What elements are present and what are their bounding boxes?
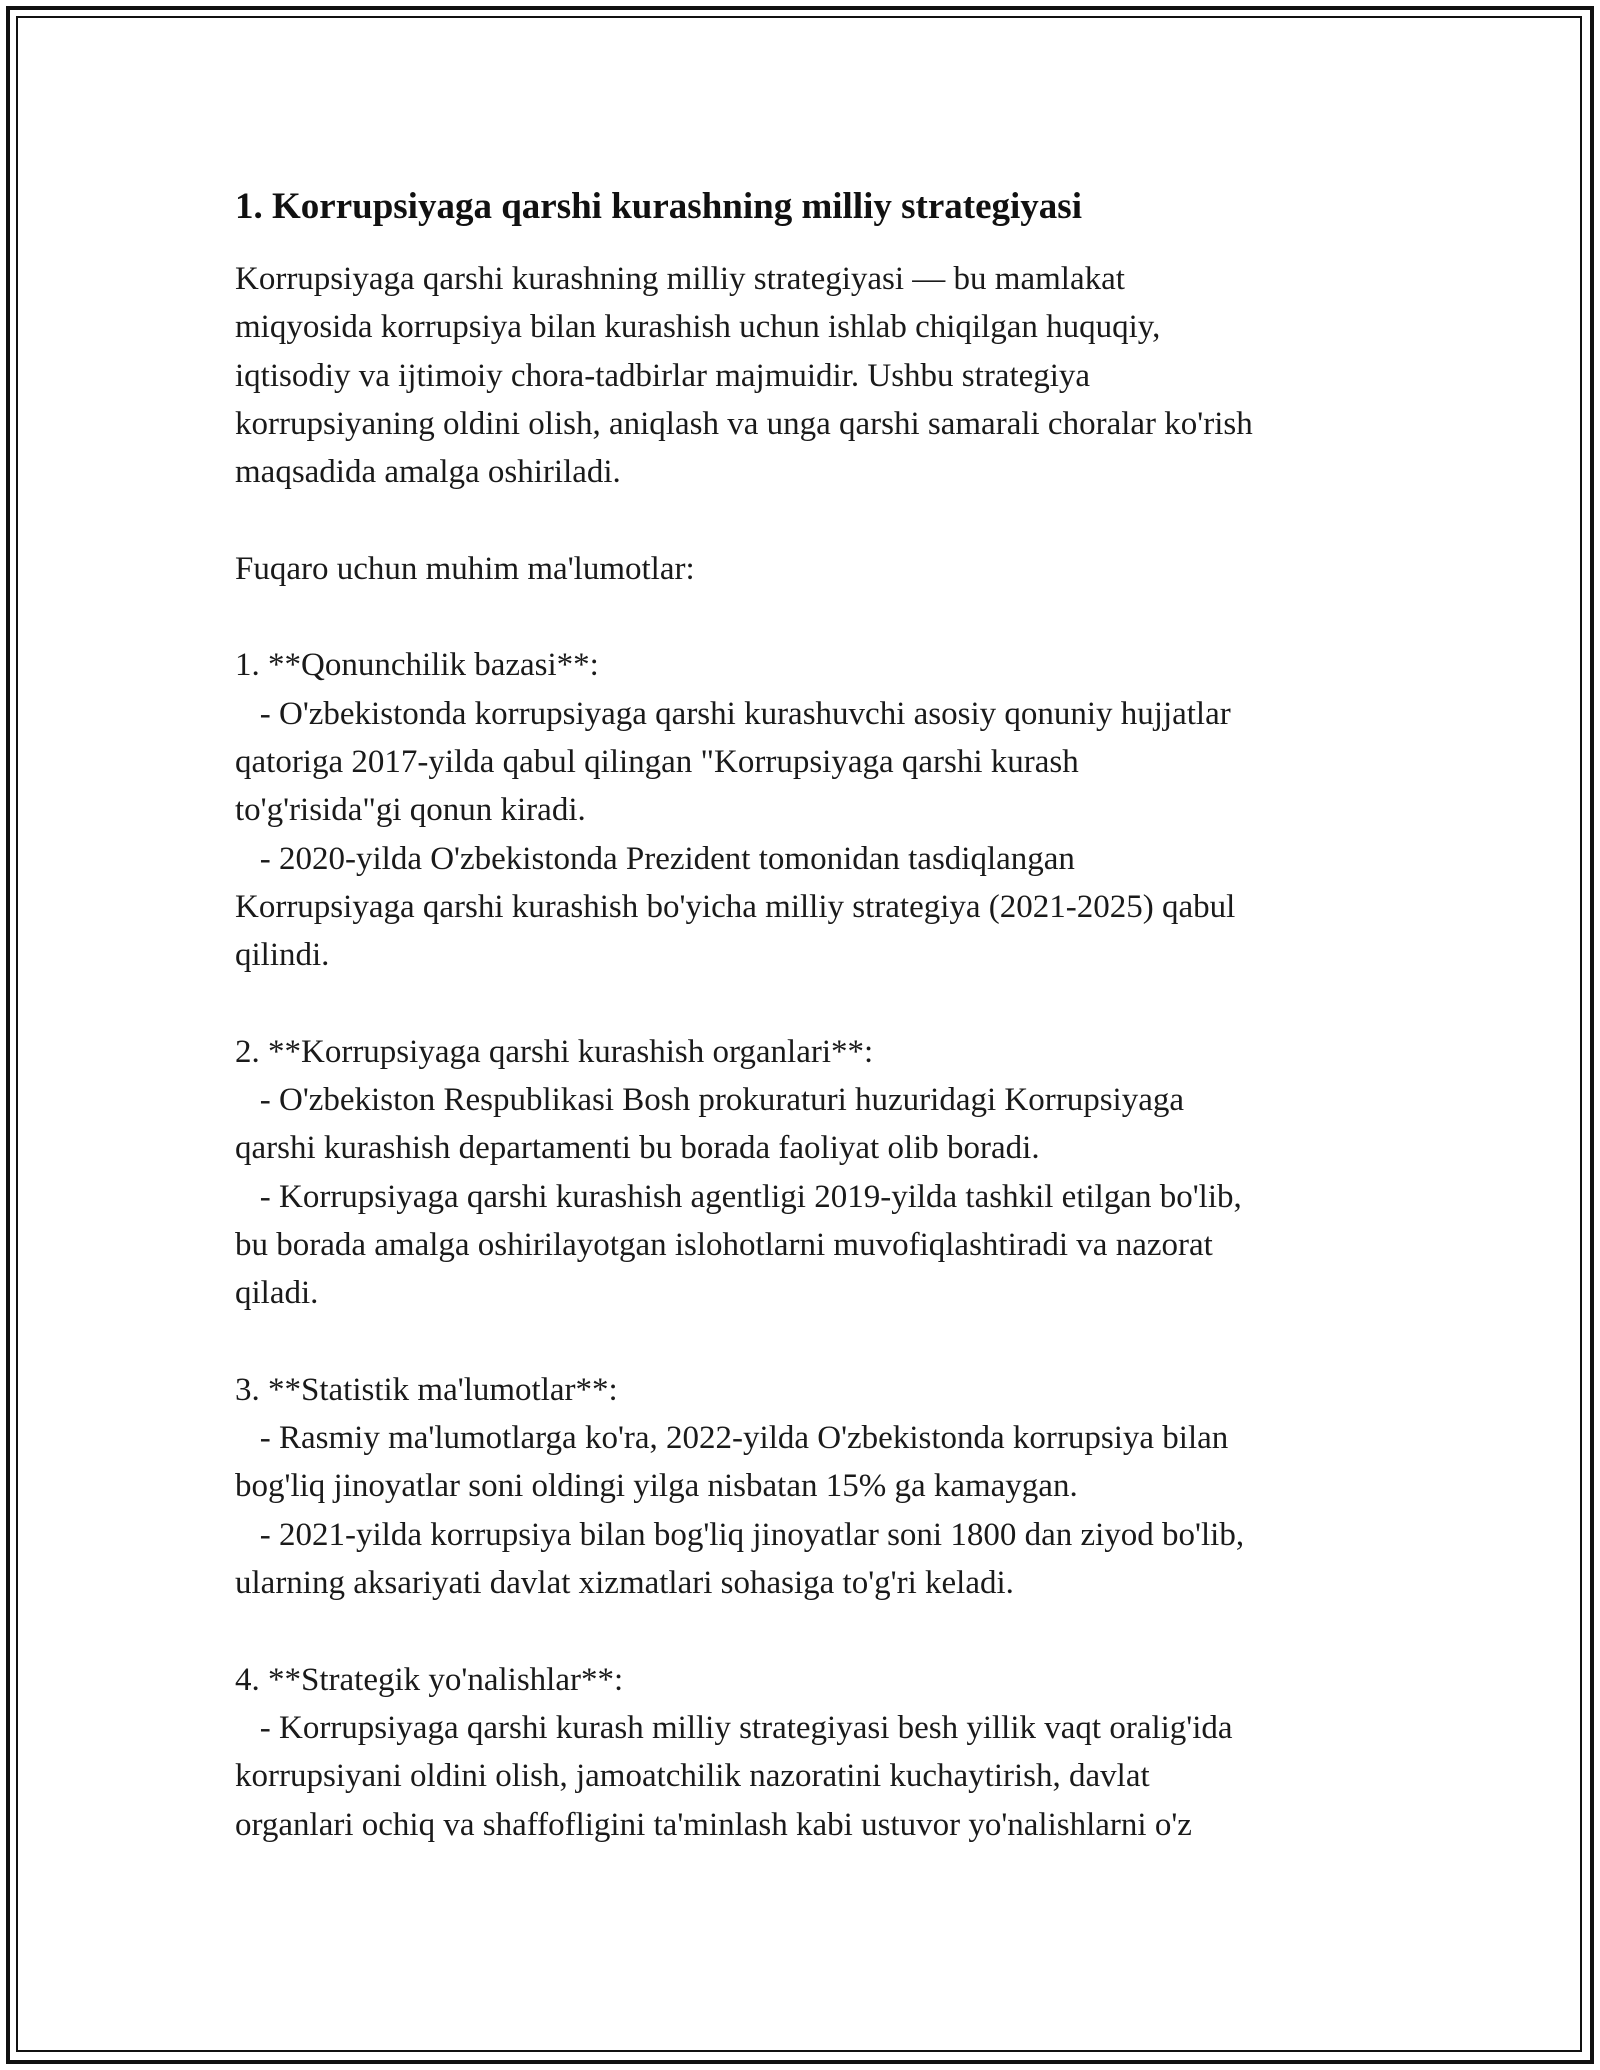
text-line: qilindi. [235,937,330,974]
text-line: iqtisodiy va ijtimoiy chora-tadbirlar majmuidir. Ushbu strategiya [235,357,1091,394]
text-line: bu borada amalga oshirilayotgan islohotlarni muvofiqlashtiradi va nazorat [235,1226,1213,1263]
text-line: 2. **Korrupsiyaga qarshi kurashish organlari**: [235,1033,874,1070]
text-line: - 2021-yilda korrupsiya bilan bog'liq jinoyatlar soni 1800 dan ziyod bo'lib, [235,1516,1245,1553]
text-line: 3. **Statistik ma'lumotlar**: [235,1371,618,1408]
blank-line [235,593,1375,641]
text-line: korrupsiyani oldini olish, jamoatchilik nazoratini kuchaytirish, davlat [235,1758,1150,1795]
text-line: - O'zbekistonda korrupsiyaga qarshi kurashuvchi asosiy qonuniy hujjatlar [235,695,1231,732]
text-line: Fuqaro uchun muhim ma'lumotlar: [235,550,695,587]
text-line: - 2020-yilda O'zbekistonda Prezident tomonidan tasdiqlangan [235,840,1075,877]
text-line: korrupsiyaning oldini olish, aniqlash va unga qarshi samarali choralar ko'rish [235,405,1253,442]
document-page [235,185,1375,1849]
blank-line [235,496,1375,544]
text-line: maqsadida amalga oshiriladi. [235,454,621,491]
document-body [235,255,1375,1849]
text-line: bog'liq jinoyatlar soni oldingi yilga nisbatan 15% ga kamaygan. [235,1468,1078,1505]
text-line: 1. **Qonunchilik bazasi**: [235,647,599,684]
text-line: qatoriga 2017-yilda qabul qilingan "Korrupsiyaga qarshi kurash [235,743,1079,780]
text-line: qarshi kurashish departamenti bu borada faoliyat olib boradi. [235,1130,1040,1167]
blank-line [235,1318,1375,1366]
text-line: - Korrupsiyaga qarshi kurashish agentligi 2019-yilda tashkil etilgan bo'lib, [235,1178,1242,1215]
blank-line [235,979,1375,1027]
blank-line [235,1607,1375,1655]
text-line: 4. **Strategik yo'nalishlar**: [235,1661,624,1698]
text-line: qiladi. [235,1275,319,1312]
text-line: Korrupsiyaga qarshi kurashish bo'yicha milliy strategiya (2021-2025) qabul [235,888,1236,925]
text-line: Korrupsiyaga qarshi kurashning milliy strategiyasi — bu mamlakat [235,261,1125,297]
text-line: ularning aksariyati davlat xizmatlari sohasiga to'g'ri keladi. [235,1565,1014,1602]
text-line: miqyosida korrupsiya bilan kurashish uchun ishlab chiqilgan huquqiy, [235,309,1161,346]
text-line: - O'zbekiston Respublikasi Bosh prokuraturi huzuridagi Korrupsiyaga [235,1082,1185,1119]
text-line: organlari ochiq va shaffofligini ta'minlash kabi ustuvor yo'nalishlarni o'z [235,1806,1192,1843]
text-line: to'g'risida"gi qonun kiradi. [235,792,586,829]
document-title: 1. Korrupsiyaga qarshi kurashning milliy strategiyasi [235,186,1082,227]
text-line: - Rasmiy ma'lumotlarga ko'ra, 2022-yilda O'zbekistonda korrupsiya bilan [235,1420,1229,1457]
text-line: - Korrupsiyaga qarshi kurash milliy strategiyasi besh yillik vaqt oralig'ida [235,1709,1233,1746]
